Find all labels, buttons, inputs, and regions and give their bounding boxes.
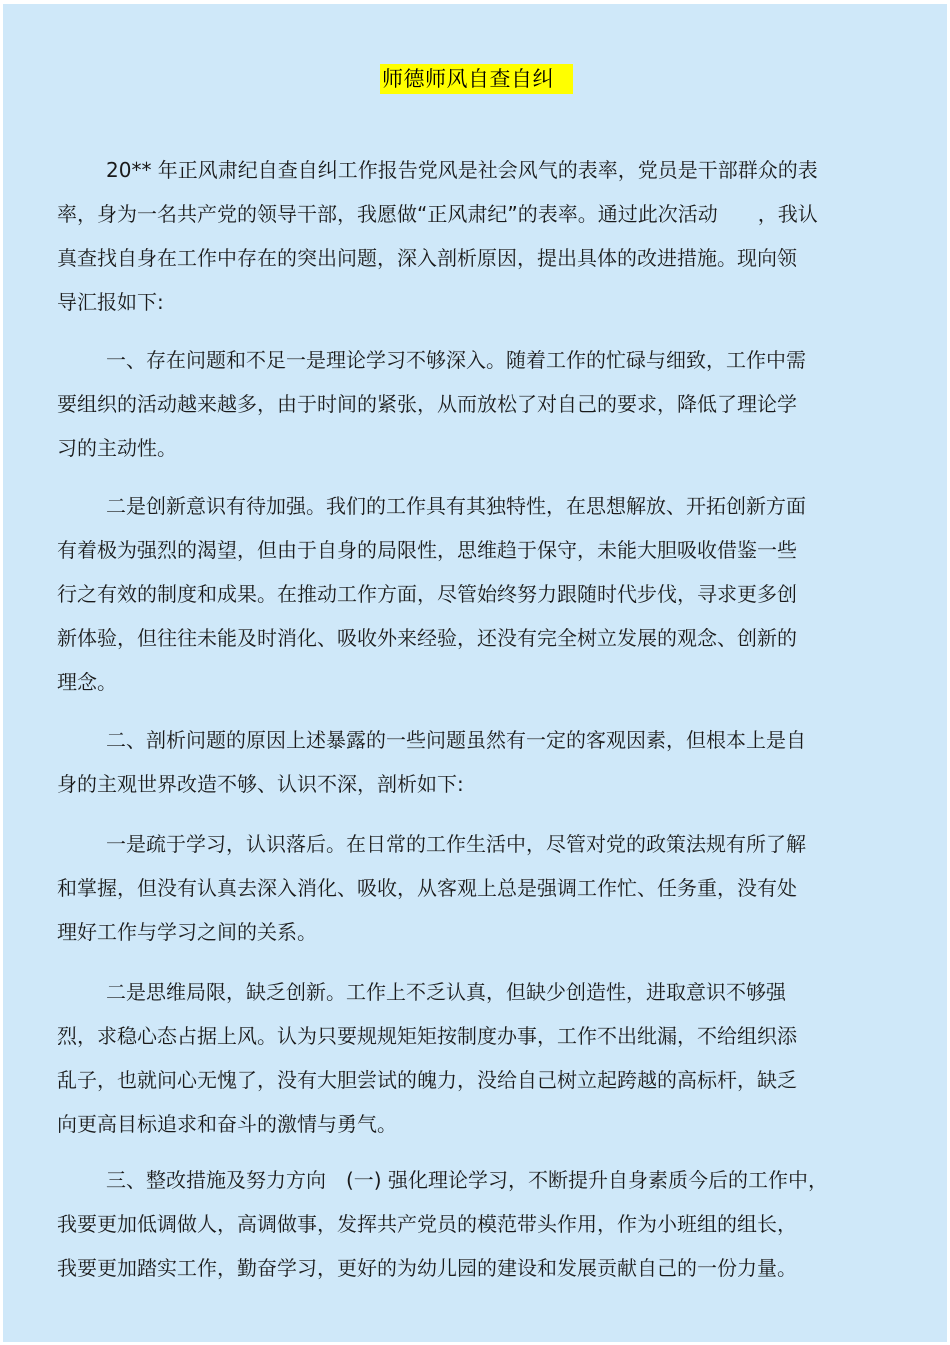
title-highlight [380,64,573,94]
paragraph-line: 理好工作与学习之间的关系。 [57,920,317,944]
paragraph-line: 二、剖析问题的原因上述暴露的一些问题虽然有一定的客观因素，但根本上是自 [106,728,806,752]
paragraph-line: 和掌握，但没有认真去深入消化、吸收，从客观上总是强调工作忙、任务重，没有处 [57,876,797,900]
document-page [3,4,947,1342]
paragraph-line: 烈，求稳心态占据上风。认为只要规规矩矩按制度办事，工作不出纰漏，不给组织添 [57,1024,797,1048]
paragraph-line: 我要更加踏实工作，勤奋学习，更好的为幼儿园的建设和发展贡献自己的一份力量。 [57,1256,797,1280]
document-title: 师德师风自查自纠 [382,67,554,91]
paragraph-line: 一、存在问题和不足一是理论学习不够深入。随着工作的忙碌与细致，工作中需 [106,348,806,372]
paragraph-line: 要组织的活动越来越多，由于时间的紧张，从而放松了对自己的要求，降低了理论学 [57,392,797,416]
paragraph-line: 我要更加低调做人，高调做事，发挥共产党员的模范带头作用，作为小班组的组长， [57,1212,797,1236]
paragraph-line: 乱子，也就问心无愧了，没有大胆尝试的魄力，没给自己树立起跨越的高标杆，缺乏 [57,1068,797,1092]
paragraph-line: 习的主动性。 [57,436,177,460]
paragraph-line: 三、整改措施及努力方向 (一) 强化理论学习，不断提升自身素质今后的工作中， [106,1168,828,1192]
paragraph-line: 二是创新意识有待加强。我们的工作具有其独特性，在思想解放、开拓创新方面 [106,494,806,518]
paragraph-line: 理念。 [57,670,117,694]
paragraph-line: 一是疏于学习，认识落后。在日常的工作生活中，尽管对党的政策法规有所了解 [106,832,806,856]
paragraph-line: 真查找自身在工作中存在的突出问题，深入剖析原因，提出具体的改进措施。现向领 [57,246,797,270]
paragraph-line: 向更高目标追求和奋斗的激情与勇气。 [57,1112,397,1136]
paragraph-line: 有着极为强烈的渴望，但由于自身的局限性，思维趋于保守，未能大胆吸收借鉴一些 [57,538,797,562]
paragraph-line: 导汇报如下: [57,290,164,314]
paragraph-line: 率，身为一名共产党的领导干部，我愿做“正风肃纪”的表率。通过此次活动 ，我认 [57,202,818,226]
paragraph-line: 身的主观世界改造不够、认识不深，剖析如下: [57,772,464,796]
paragraph-line: 新体验，但往往未能及时消化、吸收外来经验，还没有完全树立发展的观念、创新的 [57,626,797,650]
paragraph-line: 20** 年正风肃纪自查自纠工作报告党风是社会风气的表率，党员是干部群众的表 [106,158,818,182]
paragraph-line: 二是思维局限，缺乏创新。工作上不乏认真，但缺少创造性，进取意识不够强 [106,980,786,1004]
paragraph-line: 行之有效的制度和成果。在推动工作方面，尽管始终努力跟随时代步伐，寻求更多创 [57,582,797,606]
